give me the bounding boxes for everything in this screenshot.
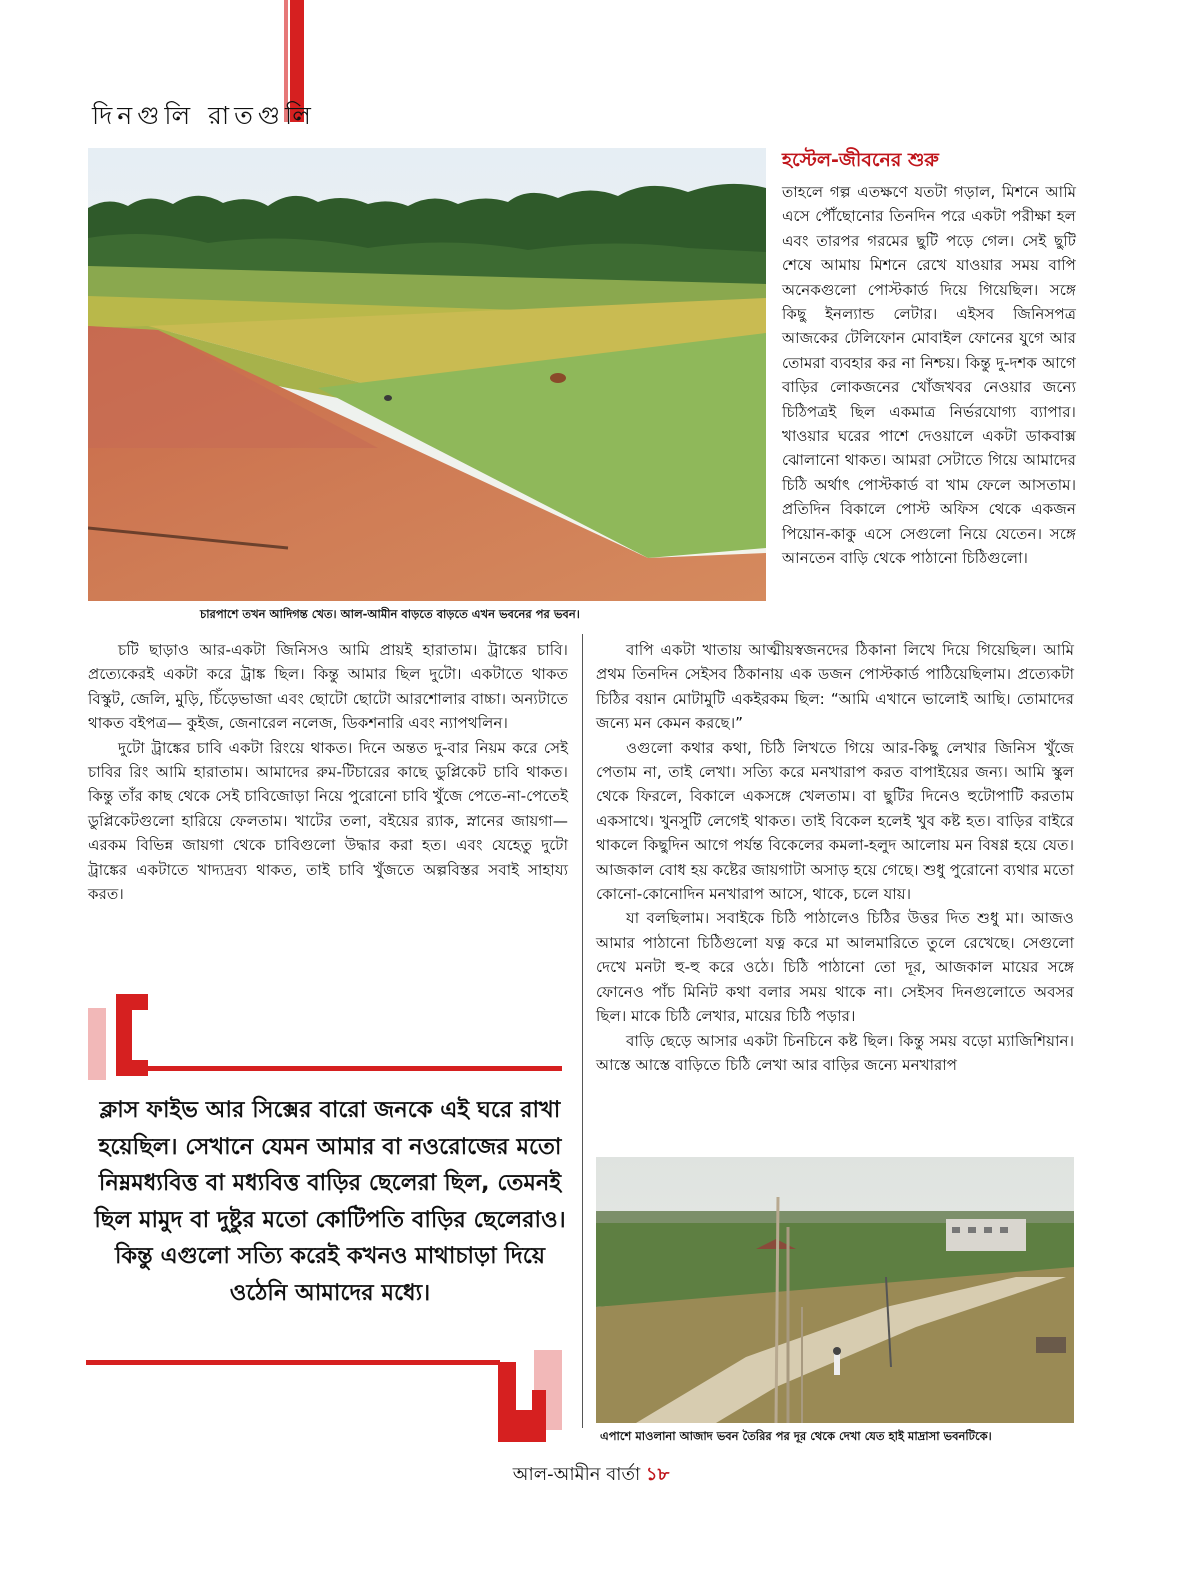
body-paragraph: যা বলছিলাম। সবাইকে চিঠি পাঠালেও চিঠির উত্তর দিত শুধু মা। আজও আমার পাঠানো চিঠিগুলো যত্ন করে মা আলমারিতে তুলে রেখেছে। সেগুলো দেখে মনটা হু-হু করে ওঠে। চিঠি পাঠানো তো দূর, আজকাল মায়ের সঙ্গে ফোনেও পাঁচ মিনিট কথা বলার সময় থাকে না। সেইসব দিনগুলোতে অবসর ছিল। মাকে চিঠি লেখার, মায়ের চিঠি পড়ার। [596, 909, 1074, 1026]
fields-landscape-image [88, 148, 766, 601]
body-paragraph: বাপি একটা খাতায় আত্মীয়স্বজনদের ঠিকানা লিখে দিয়ে গিয়েছিল। আমি প্রথম তিনদিন সেইসব ঠিকানায় এক ডজন পোস্টকার্ড পাঠিয়েছিলাম। প্রত্যেকটা চিঠির বয়ান মোটামুটি একইরকম ছিল: “আমি এখানে ভালোই আছি। তোমাদের জন্যে মন কেমন করছে।” [596, 641, 1074, 733]
body-paragraph: চটি ছাড়াও আর-একটা জিনিসও আমি প্রায়ই হারাতাম। ট্রাঙ্কের চাবি। প্রত্যেকেরই একটা করে ট্রাঙ্ক ছিল। কিন্তু আমার ছিল দুটো। একটাতে থাকত বিস্কুট, জেলি, মুড়ি, চিঁড়েভাজা এবং ছোটো ছোটো আরশোলার বাচ্চা। অন্যটাতে থাকত বইপত্র— কুইজ, জেনারেল নলেজ, ডিকশনারি এবং ন্যাপথলিন। [88, 641, 568, 733]
body-paragraph: বাড়ি ছেড়ে আসার একটা চিনচিনে কষ্ট ছিল। কিন্তু সময় বড়ো ম্যাজিশিয়ান। আস্তে আস্তে বাড়িতে চিঠি লেখা আর বাড়ির জন্যে মনখারাপ [596, 1031, 1074, 1074]
photo-fields-landscape [88, 148, 766, 601]
page-footer [0, 1460, 1182, 1491]
photo2-caption: এপাশে মাওলানা আজাদ ভবন তৈরির পর দূর থেকে দেখা যেত হাই মাদ্রাসা ভবনটিকে। [600, 1429, 992, 1443]
body-paragraph: দুটো ট্রাঙ্কের চাবি একটা রিংয়ে থাকত। দিনে অন্তত দু-বার নিয়ম করে সেই চাবির রিং আমি হারাতাম। আমাদের রুম-টিচারের কাছে ডুপ্লিকেট চাবি থাকত। কিন্তু তাঁর কাছ থেকে সেই চাবিজোড়া নিয়ে পুরোনো চাবি খুঁজে পেতে-না-পেতেই ডুপ্লিকেটগুলো হারিয়ে ফেলতাম। খাটের তলা, বইয়ের র‍্যাক, স্নানের জায়গা— এরকম বিভিন্ন জায়গা থেকে চাবিগুলো উদ্ধার করা হত। এবং যেহেতু দুটো ট্রাঙ্কের একটাতে খাদ্যদ্রব্য থাকত, তাই চাবি খুঁজতে অল্পবিস্তর সবাই সাহায্য করত। [88, 738, 568, 904]
campus-view-image [596, 1157, 1074, 1423]
page-number: ১৮ [645, 1464, 670, 1485]
body-paragraph: ওগুলো কথার কথা, চিঠি লিখতে গিয়ে আর-কিছু লেখার জিনিস খুঁজে পেতাম না, তাই লেখা। সত্যি করে মনখারাপ করত বাপাইয়ের জন্য। আমি স্কুল থেকে ফিরলে, বিকালে একসঙ্গে খেলতাম। বা ছুটির দিনেও হুটোপাটি করতাম একসাথে। খুনসুটি লেগেই থাকত। তাই বিকেল হলেই খুব কষ্ট হত। বাড়ির বাইরে থাকলে কিছুদিন আগে পর্যন্ত বিকেলের কমলা-হলুদ আলোয় মন বিষণ্ণ হয়ে যেত। আজকাল বোধ হয় কষ্টের জায়গাটা অসাড় হয়ে গেছে। শুধু পুরোনো ব্যথার মতো কোনো-কোনোদিন মনখারাপ আসে, থাকে, চলে যায়। [596, 738, 1074, 904]
magazine-name: আল-আমীন বার্তা [512, 1464, 641, 1485]
right-column-text [596, 638, 1074, 1077]
section-header-title: দিনগুলি রাতগুলি [92, 101, 316, 130]
photo1-caption: চারপাশে তখন আদিগন্ত খেত। আল-আমীন বাড়তে বাড়তে এখন ভবনের পর ভবন। [200, 607, 580, 621]
pull-quote-text: ক্লাস ফাইভ আর সিক্সের বারো জনকে এই ঘরে রাখা হয়েছিল। সেখানে যেমন আমার বা নওরোজের মতো নিম্নমধ্যবিত্ত বা মধ্যবিত্ত বাড়ির ছেলেরা ছিল, তেমনই ছিল মামুদ বা দুষ্টুর মতো কোটিপতি বাড়ির ছেলেরাও। কিন্তু এগুলো সত্যি করেই কখনও মাথাচাড়া দিয়ে ওঠেনি আমাদের মধ্যে। [94, 1097, 566, 1306]
section-subtitle: হস্টেল-জীবনের শুরু [782, 149, 939, 171]
photo-campus-view [596, 1157, 1074, 1423]
left-column-text [88, 638, 568, 906]
intro-paragraph: তাহলে গল্প এতক্ষণে যতটা গড়াল, মিশনে আমি এসে পৌঁছোনোর তিনদিন পরে একটা পরীক্ষা হল এবং তারপর গরমের ছুটি পড়ে গেল। সেই ছুটি শেষে আমায় মিশনে রেখে যাওয়ার সময় বাপি অনেকগুলো পোস্টকার্ড দিয়ে গিয়েছিল। সঙ্গে কিছু ইনল্যান্ড লেটার। এইসব জিনিসপত্র আজকের টেলিফোন মোবাইল ফোনের যুগে আর তোমরা ব্যবহার কর না নিশ্চয়। কিন্তু দু-দশক আগে বাড়ির লোকজনের খোঁজখবর নেওয়ার জন্যে চিঠিপত্রই ছিল একমাত্র নির্ভরযোগ্য ব্যাপার। খাওয়ার ঘরের পাশে দেওয়ালে একটা ডাকবাক্স ঝোলানো থাকত। আমরা সেটাতে গিয়ে আমাদের চিঠি অর্থাৎ পোস্টকার্ড বা খাম ফেলে আসতাম। প্রতিদিন বিকালে পোস্ট অফিস থেকে একজন পিয়োন-কাকু এসে সেগুলো নিয়ে যেতেন। সঙ্গে আনতেন বাড়ি থেকে পাঠানো চিঠিগুলো। [782, 183, 1076, 568]
column-divider [582, 634, 583, 1428]
intro-column [782, 180, 1076, 571]
